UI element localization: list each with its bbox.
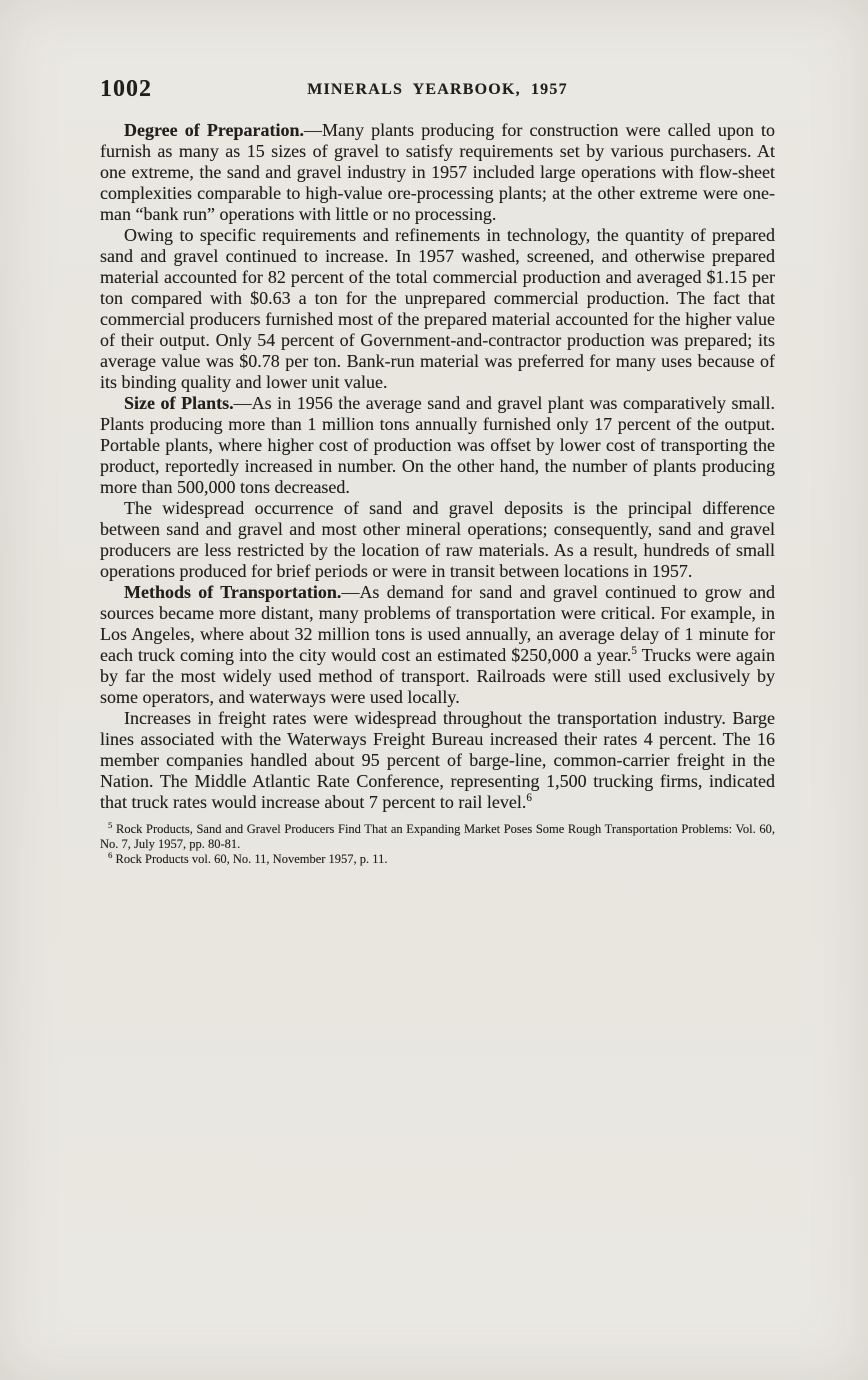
- footnote-reference-5: 5: [631, 645, 637, 657]
- footnote-marker: 6: [108, 849, 113, 860]
- footnotes: [100, 819, 775, 867]
- paragraph-body: Increases in freight rates were widespread throughout the transportation industry. Barge lines associated with the Waterways Freight Bureau increased their rates 4 percent. The 16 member companies handled about 95 percent of barge-line, common-carrier freight in the Nation. The Middle Atlantic Rate Conference, representing 1,500 trucking firms, indicated that truck rates would increase about 7 percent to rail level.: [100, 708, 775, 812]
- body-text: [100, 120, 775, 813]
- para-deposit-occurrence: [100, 498, 775, 582]
- page-header: [100, 76, 775, 106]
- paragraph-body: The widespread occurrence of sand and gravel deposits is the principal difference between sand and gravel and most other mineral operations; consequently, sand and gravel producers are less restricted by the location of raw materials. As a result, hundreds of small operations produced for brief periods or were in transit between locations in 1957.: [100, 498, 775, 581]
- paragraph-body: Trucks were again by far the most widely used method of transport. Railroads were still used exclusively by some operators, and waterways were used locally.: [100, 645, 775, 707]
- running-title: MINERALS YEARBOOK, 1957: [307, 81, 568, 98]
- paragraph-lead: Size of Plants.: [124, 393, 234, 413]
- paragraph-body: —As demand for sand and gravel continued to grow and sources became more distant, many problems of transportation were critical. For example, in Los Angeles, where about 32 million tons is used annually, an average delay of 1 minute for each truck coming into the city would cost an estimated $250,000 a year.: [100, 582, 775, 665]
- paragraph-lead: Degree of Preparation.: [124, 120, 305, 140]
- paragraph-lead: Methods of Transportation.: [124, 582, 342, 602]
- footnote-reference-6: 6: [526, 792, 532, 804]
- footnote-6: [100, 849, 775, 867]
- para-freight-rates: [100, 708, 775, 813]
- footnote-text: Rock Products vol. 60, No. 11, November 1957, p. 11.: [112, 852, 388, 866]
- para-prepared-material: [100, 225, 775, 393]
- footnote-text: Rock Products, Sand and Gravel Producers Find That an Expanding Market Poses Some Rough Transportation Problems: Vol. 60, No. 7, July 1957, pp. 80-81.: [100, 822, 775, 851]
- paragraph-body: —As in 1956 the average sand and gravel plant was comparatively small. Plants producing more than 1 million tons annually furnished only 17 percent of the output. Portable plants, where higher cost of production was offset by lower cost of transporting the product, reportedly increased in number. On the other hand, the number of plants producing more than 500,000 tons decreased.: [100, 393, 775, 497]
- page-number: 1002: [100, 76, 152, 102]
- paragraph-body: —Many plants producing for construction were called upon to furnish as many as 15 sizes of gravel to satisfy requirements set by various purchasers. At one extreme, the sand and gravel industry in 1957 included large operations with flow-sheet complexities comparable to high-value ore-processing plants; at the other extreme were one-man “bank run” operations with little or no processing.: [100, 120, 775, 224]
- para-degree-of-preparation: [100, 120, 775, 225]
- paragraph-body: Owing to specific requirements and refinements in technology, the quantity of prepared sand and gravel continued to increase. In 1957 washed, screened, and otherwise prepared material accounted for 82 percent of the total commercial production and averaged $1.15 per ton compared with $0.63 a ton for the unprepared commercial production. The fact that commercial producers furnished most of the prepared material accounted for the higher value of their output. Only 54 percent of Government-and-contractor production was prepared; its average value was $0.78 per ton. Bank-run material was preferred for many uses because of its binding quality and lower unit value.: [100, 225, 775, 392]
- footnote-marker: 5: [108, 819, 113, 830]
- para-size-of-plants: [100, 393, 775, 498]
- footnote-5: [100, 819, 775, 852]
- para-methods-of-transportation: [100, 582, 775, 708]
